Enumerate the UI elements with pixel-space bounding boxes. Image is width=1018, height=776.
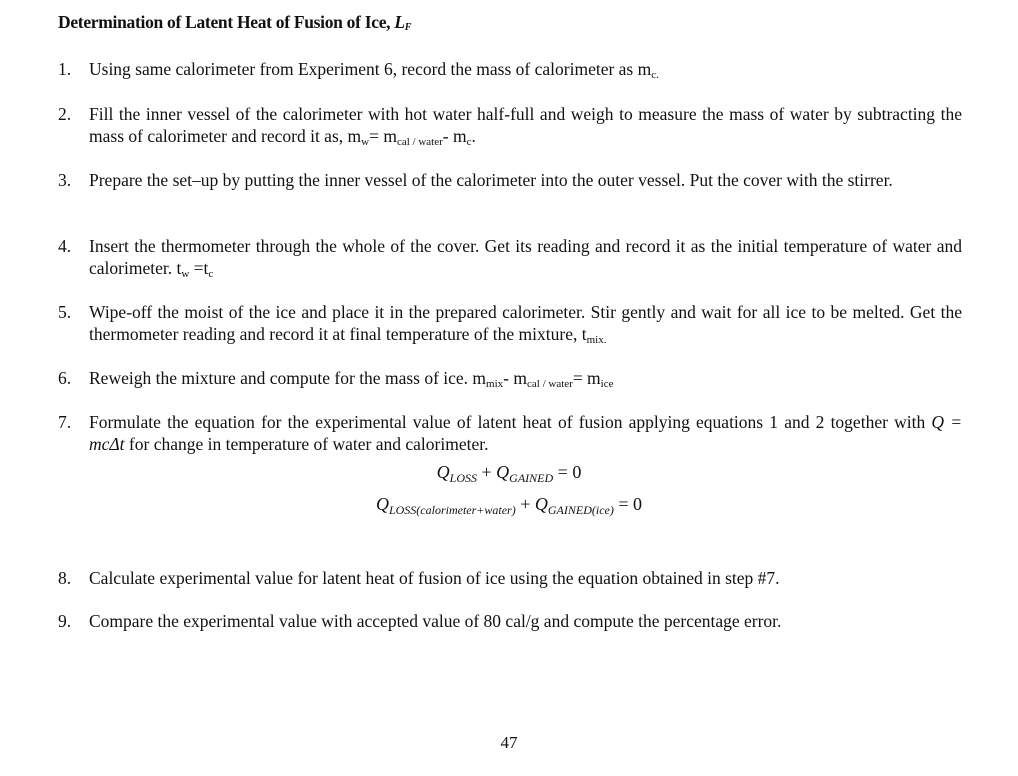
step-7 [58,411,962,455]
step-number: 5. [58,302,72,322]
step-number: 7. [58,412,72,432]
step-9 [58,610,962,632]
step-text: Fill the inner vessel of the calorimeter with hot water half-full and weigh to measure the mass of water by subtracting the mass of calorimeter and record it as, $m_w= m_{cal / water}-$ $m_c$. [89,104,962,148]
step-number: 3. [58,170,72,190]
step-text: Wipe-off the moist of the ice and place it in the prepared calorimeter. Stir gently and wait for all ice to be melted. Get the thermometer reading and record it at final temperature of the mixture, $t_{mix.}$ [89,302,962,346]
step-text: Reweigh the mixture and compute for the mass of ice. $m_{mix}-$ $m_{cal / water}= m_{ice}$ [89,368,614,390]
step-number: 9. [58,611,72,631]
step-1 [58,58,962,86]
step-2 [58,103,962,153]
latent-heat-symbol: $L_F$ [394,12,412,33]
page-number: 47 [500,733,518,752]
step-number: 8. [58,568,72,588]
step-4 [58,235,962,285]
step-number: 6. [58,368,72,388]
step-text: Prepare the set–up by putting the inner vessel of the calorimeter into the outer vessel. Put the cover with the stirrer. [89,170,893,190]
equation-1: $Q_{LOSS} + Q_{GAINED} = 0$ [436,462,582,485]
page-title: Determination of Latent Heat of Fusion of Ice, $L_F$ [58,12,412,33]
step-text: Formulate the equation for the experimental value of latent heat of fusion applying equations 1 and 2 together with Q = mcΔt for change in temperature of water and calorimeter. [89,412,962,454]
step-text: Insert the thermometer through the whole of the cover. Get its reading and record it as the initial temperature of water and calorimeter. $t_w =t_c$ [89,236,962,280]
step-text: Calculate experimental value for latent heat of fusion of ice using the equation obtained in step #7. [89,568,780,588]
step-text: Compare the experimental value with accepted value of 80 cal/g and compute the percentage error. [89,611,782,631]
equation-2: $Q_{LOSS(calorimeter+water)} + Q_{GAINED(ice)} = 0$ [375,494,643,517]
step-number: 1. [58,59,72,79]
step-3 [58,169,962,191]
step-5 [58,301,962,351]
step-8 [58,567,962,589]
heat-formula: Q = mcΔt [89,412,962,454]
step-number: 4. [58,236,72,256]
step-6 [58,367,962,395]
step-text: Using same calorimeter from Experiment 6, record the mass of calorimeter as $m_{c.}$ [89,59,659,81]
step-number: 2. [58,104,72,124]
